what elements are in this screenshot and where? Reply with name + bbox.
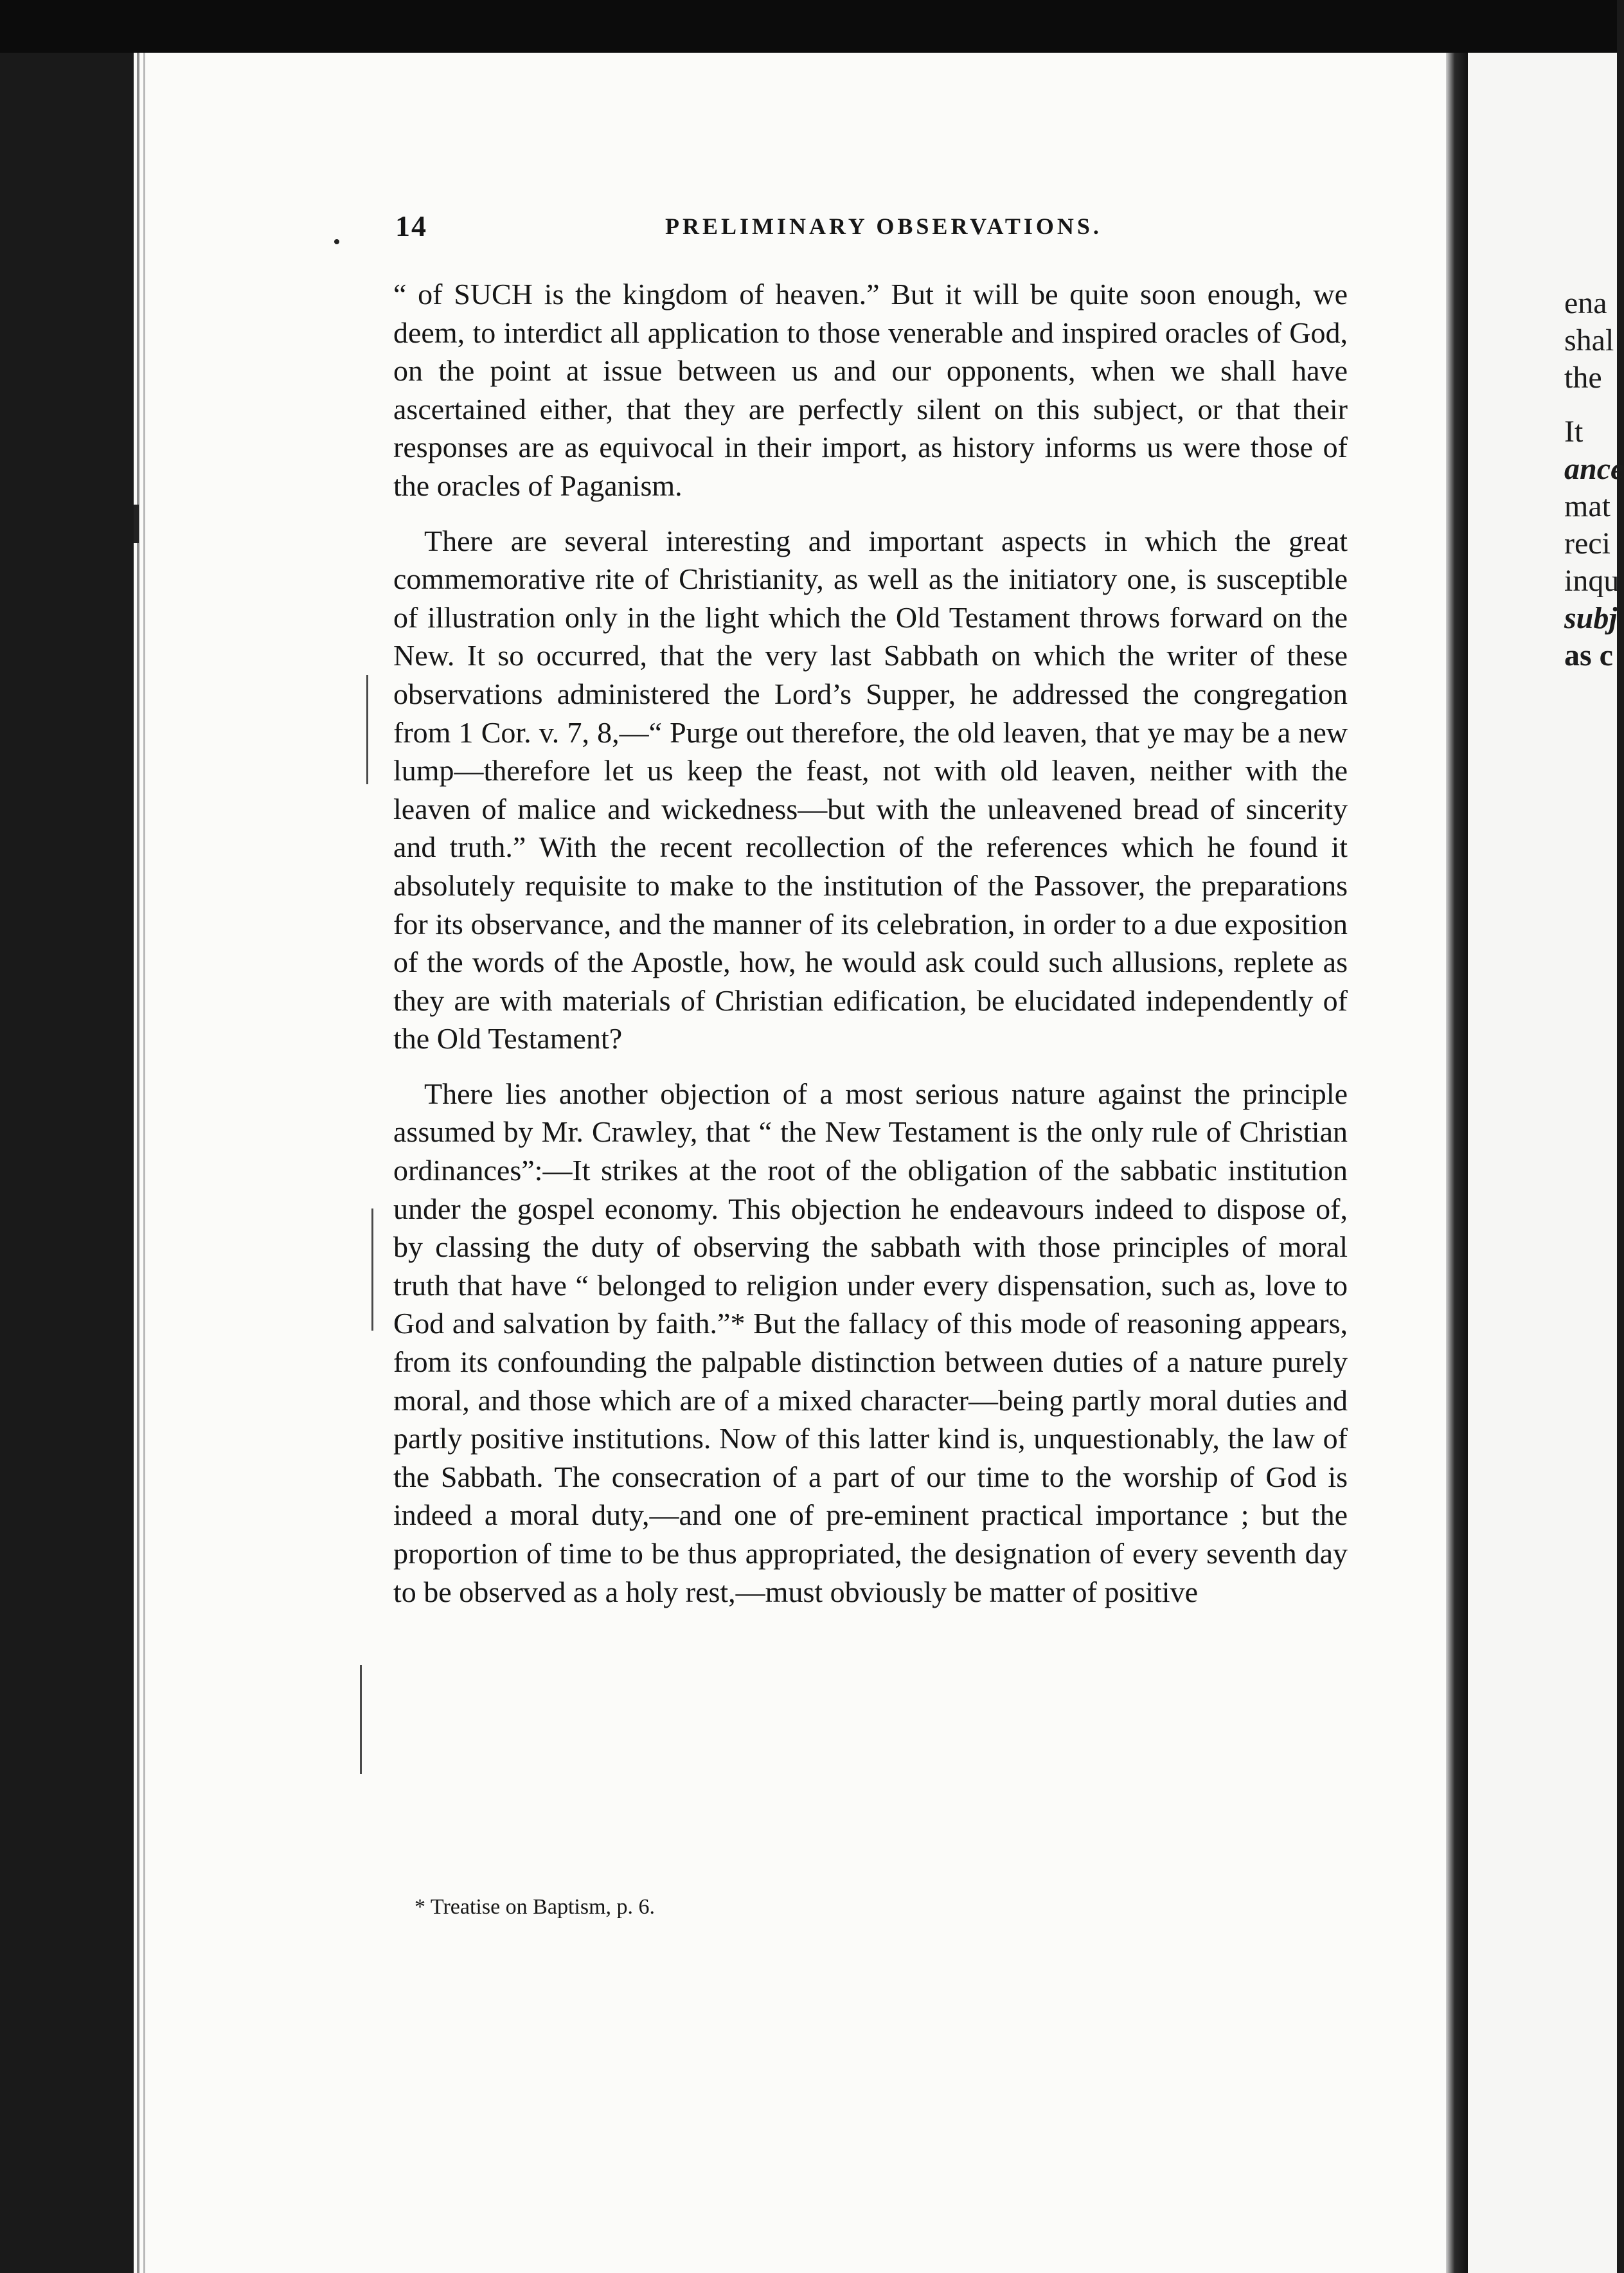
facing-page-fragment: the [1564, 361, 1602, 395]
scan-top-border [0, 0, 1617, 53]
facing-page [1468, 53, 1624, 2273]
running-head: PRELIMINARY OBSERVATIONS. [665, 213, 1102, 239]
book-gutter [1446, 53, 1468, 2273]
margin-pencil-mark [360, 1665, 362, 1774]
facing-page-fragment: mat [1564, 489, 1611, 523]
body-text [393, 275, 1348, 1611]
facing-page-fragment: as c [1564, 638, 1613, 672]
margin-pencil-mark [371, 1208, 373, 1331]
facing-page-fragment: reci [1564, 526, 1611, 561]
facing-page-fragment: ance [1564, 452, 1624, 486]
scan-mark [134, 505, 139, 543]
page-header [395, 209, 1343, 247]
facing-page-fragment: inqu [1564, 564, 1620, 598]
paragraph-3: There lies another objection of a most serious nature against the principle assumed by Mr. Crawley, that “ the New Testament is the only rule of Christian ordinances”:—It strikes at the root of the obligation of the sabbatic institution under the gospel economy. This objection he endeavours indeed to dispose of, by classing the duty of observing the sabbath with those principles of moral truth that have “ belonged to religion under every dispensation, such as, love to God and salvation by faith.”* But the fallacy of this mode of reasoning appears, from its confounding the palpable distinction between duties of a nature purely moral, and those which are of a mixed character—being partly moral duties and partly positive institutions. Now of this latter kind is, unquestionably, the law of the Sabbath. The consecration of a part of our time to the worship of God is indeed a moral duty,—and one of pre-eminent practical importance ; but the proportion of time to be thus appropriated, the designation of every seventh day to be observed as a holy rest,—must obviously be matter of positive [393, 1077, 1348, 1608]
facing-page-fragment: ena [1564, 286, 1607, 320]
margin-pencil-mark [366, 675, 368, 784]
facing-page-fragment: It [1564, 415, 1584, 449]
page-edge-line [137, 53, 139, 2273]
paragraph-2: There are several interesting and important aspects in which the great commemorative rite of Christianity, as well as the initiatory one, is susceptible of illustration only in the light which the Old Testament throws forward on the New. It so occurred, that the very last Sabbath on which the writer of these observations administered the Lord’s Supper, he addressed the congregation from 1 Cor. v. 7, 8,—“ Purge out therefore, the old leaven, that ye may be a new lump—therefore let us keep the feast, not with old leaven, neither with the leaven of malice and wickedness—but with the unleavened bread of sincerity and truth.” With the recent recollection of the references which he found it absolutely requisite to make to the institution of the Passover, the preparations for its observance, and the manner of its celebration, in order to a due exposition of the words of the Apostle, how, he would ask could such allusions, replete as they are with materials of Christian edification, be elucidated independently of the Old Testament? [393, 524, 1348, 1056]
facing-page-fragment: shal [1564, 323, 1614, 357]
scan-speck [334, 239, 339, 244]
page-number: 14 [395, 210, 427, 242]
footnote: * Treatise on Baptism, p. 6. [415, 1895, 656, 1919]
paragraph-1: “ of SUCH is the kingdom of heaven.” But it will be quite soon enough, we deem, to interdict all application to those venerable and inspired oracles of God, on the point at issue between us and our opponents, when we shall have ascertained either, that they are perfectly silent on this subject, or that their responses are as equivocal in their import, as history informs us were those of the oracles of Paganism. [393, 278, 1348, 502]
page-edge-line-inner [143, 53, 145, 2273]
facing-page-fragment: subj [1564, 601, 1618, 635]
